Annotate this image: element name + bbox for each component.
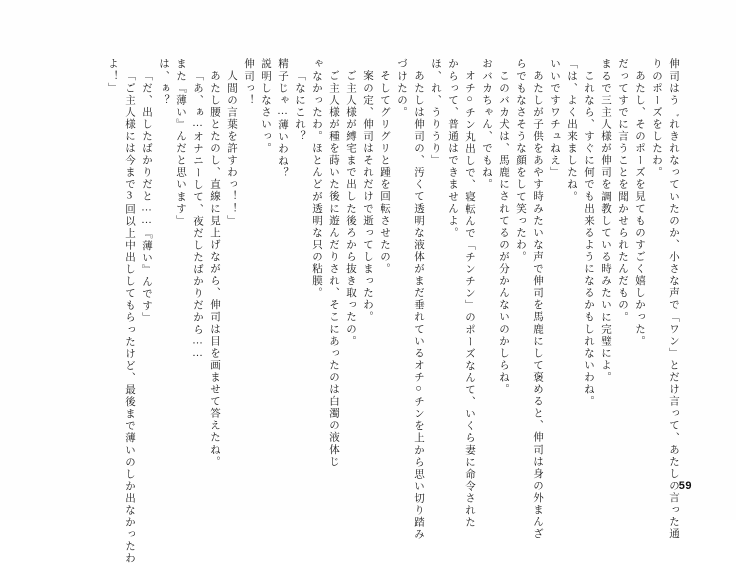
text-line: 「は、よく出来ましたね。 <box>566 58 577 203</box>
text-line: 案の定、伸司はそれだけで逝ってしまったわ。 <box>362 70 373 324</box>
text-line: 伸司っ！ <box>243 58 254 107</box>
text-line: ご主人様が縛宅まで出した後ろから抜き取ったの。 <box>345 70 356 348</box>
text-line: 「ご主人様には今まで3回以上中出ししてもらったけど、最後まで薄いのしか出なかったわ <box>124 70 135 565</box>
text-line: いいですワチュねえ」 <box>549 58 560 179</box>
vertical-text-body <box>58 58 679 565</box>
text-line: 「なにこれ？ <box>294 70 305 143</box>
text-line: あたしは伸司の、汚くて透明な液体がまだ垂れているオチ○チンを上から思い切り踏み <box>413 70 424 541</box>
text-line: ご主人様が種を蒔いた後に遊んだりされ、そこにあったのは白濁の液体じ <box>328 70 339 468</box>
text-line: からって、普通はできませんよ。 <box>447 58 458 239</box>
text-line: あたし腰とたのし、直線に見上げながら、伸司は目を画ませて答えたね。 <box>209 70 220 468</box>
text-line: 「だ、出したばかりだと……『薄い』んです」 <box>141 70 152 325</box>
text-line: は、ぁ？ <box>158 58 169 107</box>
text-line: 人間の言葉を許すわっ！！」 <box>226 70 237 227</box>
text-line: ほ、れ、うりうり」 <box>430 58 441 167</box>
text-line: あたし、そのポーズを見てものすごく嬉しかった。 <box>634 70 645 348</box>
text-line: 「あ、ぁ…オナニーして、夜だしたばかりだから…… <box>192 70 203 361</box>
text-line: これなら、すぐに何でも出来るようになるかもしれないわね。 <box>583 70 594 408</box>
text-line: このバカ犬は、馬鹿にされてるのが分かんないのかしらね。 <box>498 70 509 396</box>
text-line: らでもなさそうな顔をして笑ったわ。 <box>515 58 526 263</box>
text-line: また『薄い』んだと思います」 <box>175 58 186 227</box>
text-line: 伸司はう゛れきれなっていたのか、小さな声で「ワン」とだけ言って、あたしの言った通 <box>668 58 679 540</box>
text-line: オチ○チン丸出しで、寝転んで「チンチン」のポーズなんて、いくら妻に命令された <box>464 70 475 529</box>
page-number: 59 <box>678 480 692 492</box>
text-line: おバカちゃん、でもね。 <box>481 58 492 191</box>
text-line: づけたの。 <box>396 58 407 119</box>
text-line: よ！」 <box>107 58 118 95</box>
text-line: ゃなかったわ。ほとんどが透明な只の粘膜。 <box>311 58 322 299</box>
text-line: りのポーズをしたわ。 <box>651 58 662 179</box>
text-line: そしてグリグリと踵を回転させたの。 <box>379 70 390 275</box>
text-line: だってすでに言うことを聞かせられたんだもの。 <box>617 58 628 324</box>
text-line: 精子じゃ…薄いわね？ <box>277 58 288 179</box>
text-line: まるで三主人様が伸司を調教している時みたいに完璧によ。 <box>600 58 611 384</box>
text-line: 説明しなさいっ。 <box>260 58 271 155</box>
text-line: あたしが子供をあやす時みたいな声で伸司を馬鹿にして褒めると、伸司は身の外まんざ <box>532 70 543 540</box>
